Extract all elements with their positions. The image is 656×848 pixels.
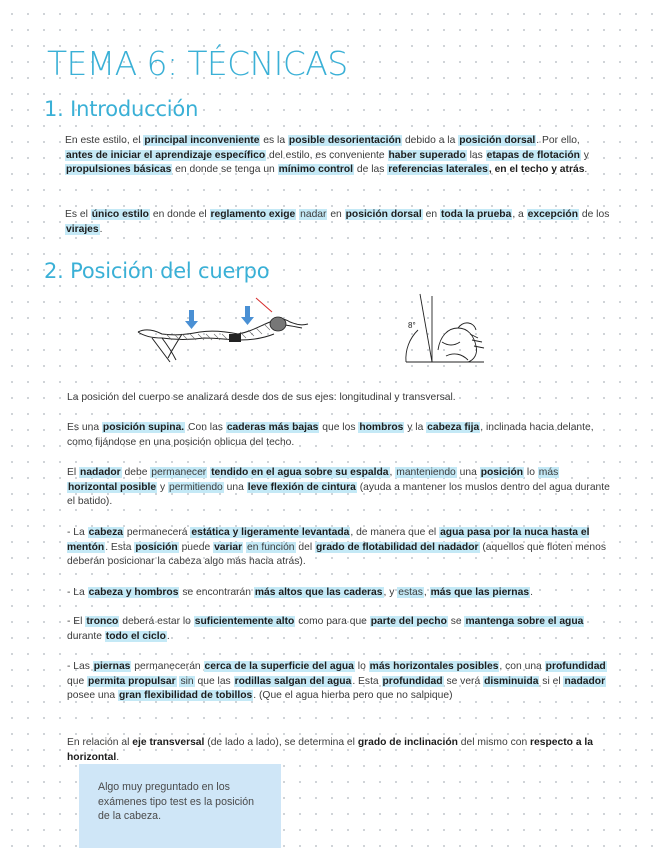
body-paragraph [67,526,612,570]
text-run: puede [178,541,214,553]
bold-text: respecto a la horizontal [67,737,594,763]
text-run: debido a la [402,135,459,146]
highlighted-text: tronco [86,616,119,627]
text-run: La posición del cuerpo se analizará desde dos de sus ejes: longitudinal y transversal. [67,392,456,403]
highlighted-text: posición dorsal [345,209,422,220]
section-heading-posicion-cuerpo: 2. Posición del cuerpo [44,259,270,283]
highlighted-text: disminuida [484,675,539,687]
text-run: Es una [67,422,102,433]
text-run: . [584,164,588,176]
highlighted-text: cabeza fija [427,422,480,433]
text-run: (ayuda a mantener los muslos dentro del agua durante el batido). [67,481,610,508]
highlighted-text: cabeza y hombros [88,587,179,598]
highlighted-text: sin [180,675,194,687]
text-run: . (Que el agua hierba pero que no salpique) [253,690,453,702]
highlighted-text: todo el ciclo [105,630,166,642]
highlighted-text: estas [398,587,423,598]
highlighted-text: referencias laterales [388,164,488,176]
body-paragraph [67,466,612,510]
text-run: . [166,630,170,642]
section-heading-introduccion: 1. Introducción [44,97,199,121]
highlighted-text: rodillas salgan del agua [234,675,352,687]
highlighted-text: en función [247,541,295,553]
head-angle-illustration [398,290,490,368]
highlighted-text: nadador [564,675,606,687]
exam-tip-note [79,764,281,848]
highlighted-text: permita propulsar [88,675,176,687]
text-run: se verá [443,675,484,687]
highlighted-text: toda la prueba [440,209,512,220]
text-run: , [389,467,396,478]
highlighted-text: posición [480,467,524,478]
text-run: (aquellos que floten menos deberán posicionar la cabeza algo más hacia atrás). [67,541,607,568]
text-run: lo [524,467,538,478]
text-run: de las [354,164,388,176]
bold-text: eje transversal [132,737,205,748]
text-run: debe [121,467,151,478]
body-paragraph [67,586,612,601]
body-paragraph [67,736,612,765]
angle-label: 8° [408,321,416,330]
highlighted-text: antes de iniciar el aprendizaje específico [66,149,266,161]
text-run: en donde se tenga un [172,164,278,176]
highlighted-text: propulsiones básicas [66,164,172,176]
text-run: si el [539,675,564,687]
text-run: , inclinada hacia delante, como fijándose en una posición oblicua del techo. [67,422,594,448]
text-run: (de lado a lado), se determina el [204,737,358,748]
text-run: permanecerá [123,527,191,538]
text-run: que [67,675,88,687]
text-run: , de manera que el [350,527,440,538]
highlighted-text: gran flexibilidad de tobillos [118,690,253,702]
highlighted-text: nadador [80,467,121,478]
highlighted-text: mínimo control [278,164,354,176]
bold-text: grado de inclinación [357,737,458,748]
page-title: TEMA 6: TÉCNICAS [47,44,348,83]
text-run: es la [260,135,288,146]
text-run: se [447,616,465,627]
text-run: . [99,223,103,235]
text-run: que las [194,675,234,687]
text-run: en donde el [149,209,210,220]
highlighted-text: estática y ligeramente levantada [191,527,350,538]
text-run: y la [404,422,427,433]
highlighted-text: haber superado [388,149,466,161]
text-run: . Esta [105,541,135,553]
highlighted-text: leve flexión de cintura [247,481,356,493]
text-run: una [456,467,480,478]
highlighted-text: agua pasa por la nuca hasta el mentón [67,527,590,553]
highlighted-text: virajes [66,223,99,235]
text-run: en [327,209,345,220]
text-run: , y [383,587,398,598]
highlighted-text: profundidad [545,661,606,672]
highlighted-text: único estilo [91,209,149,220]
text-run: - Las [67,661,93,672]
text-run: . [530,587,533,598]
highlighted-text: permitiendo [168,481,223,493]
highlighted-text: más altos que las caderas [254,587,383,598]
highlighted-text: piernas [93,661,131,672]
text-run: como para que [295,616,370,627]
highlighted-text: más que las piernas [430,587,530,598]
highlighted-text: nadar [300,209,327,220]
text-run: y [157,481,168,493]
text-run: que los [319,422,359,433]
text-run: . [116,751,120,763]
highlighted-text: permanecer [151,467,207,478]
highlighted-text: caderas más bajas [226,422,319,433]
swimmer-body-illustration [132,294,314,366]
text-run: Con las [185,422,226,433]
text-run: , con una [499,661,545,672]
text-run: - El [67,616,86,627]
highlighted-text: cabeza [88,527,123,538]
exam-tip-text: Algo muy preguntado en los exámenes tipo test es la posición de la cabeza. [98,781,255,823]
highlighted-text: principal inconveniente [144,135,260,146]
text-run: y [580,149,589,161]
text-run: en [422,209,440,220]
text-run: del [295,541,316,553]
intro-paragraph [65,208,610,237]
text-run: una [223,481,247,493]
highlighted-text: cerca de la superficie del agua [204,661,354,672]
text-run: Es el [65,209,91,220]
text-run: En este estilo, el [65,135,144,146]
text-run: , [423,587,430,598]
highlighted-text: posición supina. [102,422,185,433]
highlighted-text: posición [135,541,178,553]
text-run: - La [67,587,88,598]
text-run: durante [67,630,105,642]
highlighted-text: manteniendo [396,467,456,478]
highlighted-text: posición dorsal [459,135,536,146]
body-paragraph [67,660,612,704]
highlighted-text: mantenga sobre el agua [465,616,584,627]
highlighted-text: reglamento exige [210,209,296,220]
text-run: deberá estar lo [119,616,194,627]
highlighted-text: suficientemente alto [194,616,295,627]
text-run: se encontrarán [179,587,254,598]
highlighted-text: excepción [527,209,578,220]
highlighted-text: más [538,467,559,478]
body-paragraph [67,615,612,644]
text-run: permanecerán [131,661,204,672]
highlighted-text: más horizontales posibles [369,661,499,672]
text-run: posee una [67,690,118,702]
highlighted-text: posible desorientación [288,135,402,146]
text-run: lo [354,661,369,672]
bold-text: , en el techo y atrás [488,164,585,176]
text-run: El [67,467,80,478]
highlighted-text: grado de flotabilidad del nadador [316,541,479,553]
body-paragraph [67,421,612,450]
text-run: . Esta [352,675,382,687]
text-run: las [466,149,486,161]
text-run: En relación al [67,737,133,748]
text-run: - La [67,527,88,538]
highlighted-text: variar [214,541,243,553]
text-run: del mismo con [457,737,531,748]
highlighted-text: horizontal posible [68,481,157,493]
body-paragraph [67,391,612,406]
text-run: de los [579,209,610,220]
highlighted-text: hombros [359,422,404,433]
highlighted-text: profundidad [382,675,443,687]
text-run: . Por ello, [536,135,580,146]
intro-paragraph [65,134,610,178]
highlighted-text: parte del pecho [370,616,447,627]
highlighted-text: etapas de flotación [486,149,580,161]
text-run: , a [512,209,527,220]
highlighted-text: tendido en el agua sobre su espalda [211,467,389,478]
text-run: del estilo, es conveniente [266,149,388,161]
